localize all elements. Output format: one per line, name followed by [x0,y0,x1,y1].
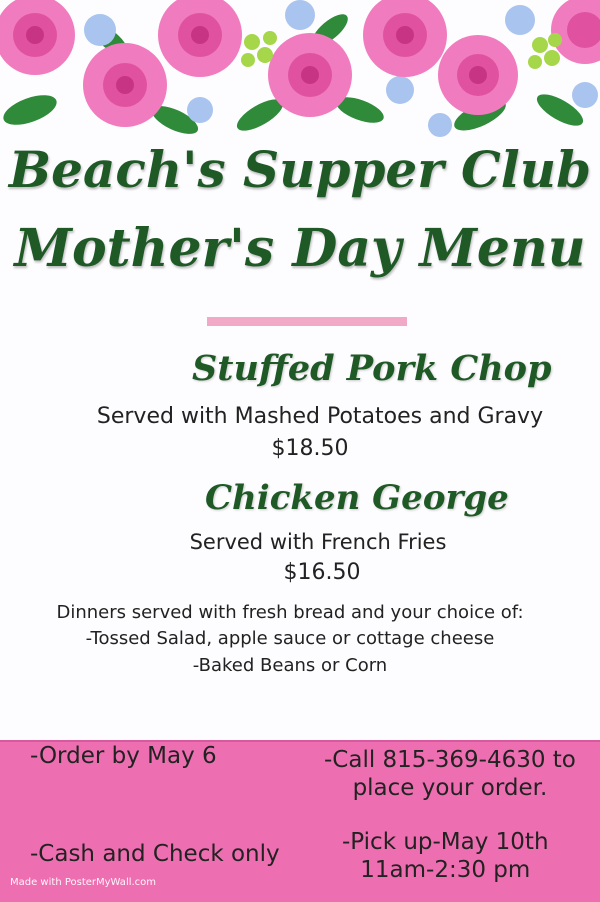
dish-price: $16.50 [283,560,361,585]
order-deadline: -Order by May 6 [30,743,217,769]
call-line: -Call 815-369-4630 to [324,747,576,773]
call-to-order [324,746,576,802]
club-name-title: Beach's Supper Club [8,140,592,199]
floral-header-image [0,0,600,150]
dish-description: Served with French Fries [189,530,447,554]
payment-note: -Cash and Check only [30,841,280,867]
watermark-credit: Made with PosterMyWall.com [10,877,157,888]
title-divider [207,317,407,326]
sides-option: -Tossed Salad, apple sauce or cottage cheese [85,628,495,649]
menu-title: Mother's Day Menu [14,218,586,279]
dish-price: $18.50 [271,436,349,461]
sides-intro: Dinners served with fresh bread and your choice of: [56,602,524,623]
call-line: place your order. [352,775,548,801]
dish-description: Served with Mashed Potatoes and Gravy [96,404,544,429]
dish-name: Stuffed Pork Chop [192,348,552,389]
sides-option: -Baked Beans or Corn [192,655,388,676]
dish-name: Chicken George [205,478,509,518]
pickup-line: 11am-2:30 pm [360,857,531,883]
pickup-line: -Pick up-May 10th [342,829,549,855]
pickup-info [342,828,549,884]
